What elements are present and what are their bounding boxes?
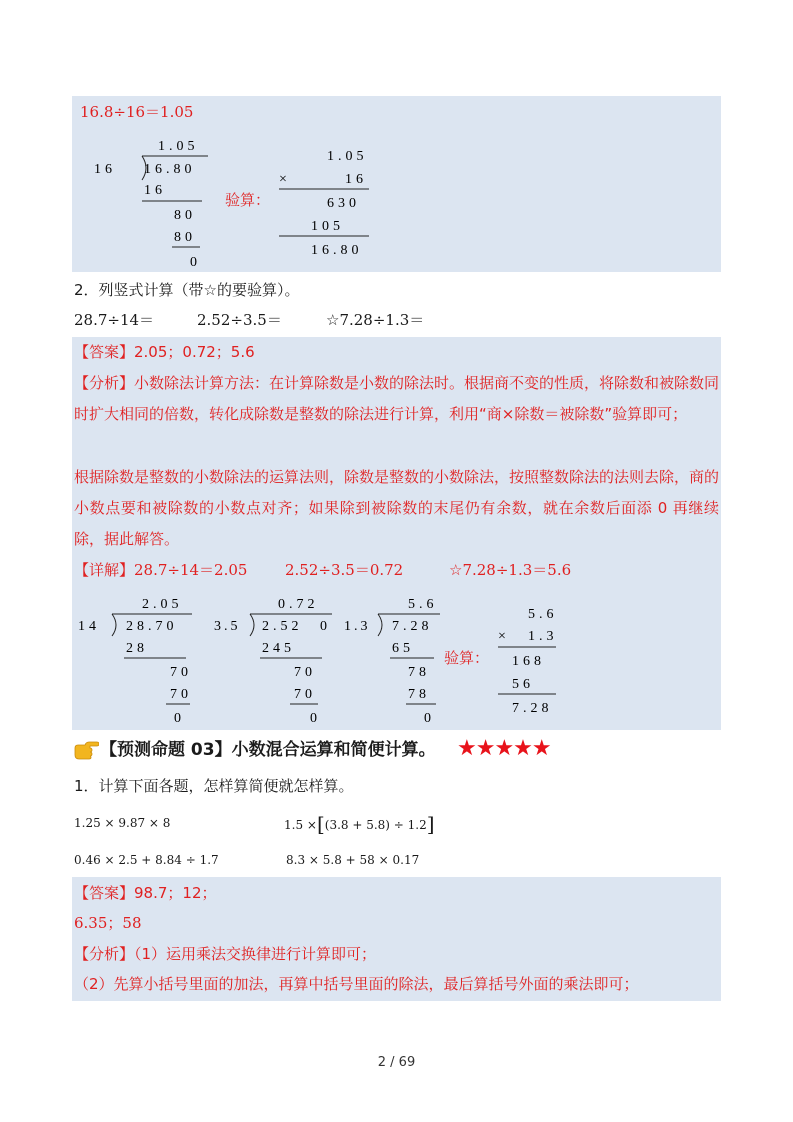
step-1: 28 — [126, 641, 148, 656]
dividend: 7.28 — [392, 619, 433, 634]
step-2: 70 — [170, 665, 192, 680]
quotient: 0.72 — [278, 597, 319, 612]
expression-3: 0.46 × 2.5 + 8.84 ÷ 1.7 — [74, 853, 219, 867]
step-1: 16 — [144, 183, 166, 198]
step-4: 0 — [310, 711, 317, 726]
step-2: 80 — [174, 208, 196, 223]
mult-multiplier: 1.3 — [528, 629, 558, 644]
page-number: 2 / 69 — [377, 1055, 416, 1070]
answer-2: 【答案】2.05；0.72；5.6 — [74, 343, 255, 361]
problem-1: 28.7÷14＝ — [74, 311, 155, 329]
divisor: 1.3 — [344, 619, 371, 634]
multiplication-check-1 — [275, 140, 375, 265]
quotient: 1.05 — [158, 139, 199, 154]
dividend: 2.52 — [262, 619, 303, 634]
partial-2: 105 — [311, 219, 344, 234]
analysis-2-para2: 根据除数是整数的小数除法的运算法则，除数是整数的小数除法，按照整数除法的法则去除，商的小数点要和被除数的小数点对齐；如果除到被除数的末尾仍有余数，就在余数后面添 0 再继续除，据此解答。 — [74, 468, 720, 548]
times-sign: × — [279, 172, 287, 187]
mult-top: 1.05 — [327, 149, 368, 164]
analysis-2-para1: 【分析】小数除法计算方法：在计算除数是小数的除法时。根据商不变的性质，将除数和被除数同时扩大相同的倍数，转化成除数是整数的除法进行计算，利用“商×除数＝被除数”验算即可； — [74, 374, 720, 423]
expression-1: 1.25 × 9.87 × 8 — [74, 816, 171, 830]
step-2: 70 — [294, 665, 316, 680]
analysis-3-line2: （2）先算小括号里面的加法，再算中括号里面的除法，最后算括号外面的乘法即可； — [74, 975, 639, 993]
problem-3: ☆7.28÷1.3＝ — [326, 311, 425, 329]
partial-2: 56 — [512, 677, 534, 692]
detail-2: 2.52÷3.5＝0.72 — [285, 561, 404, 579]
step-2: 78 — [408, 665, 430, 680]
quotient: 5.6 — [408, 597, 438, 612]
check-label-2: 验算： — [444, 649, 490, 667]
expression-2: 1.5 ×[(3.8 + 5.8) ÷ 1.2] — [284, 812, 435, 836]
dividend-pad: 0 — [320, 619, 327, 634]
mult-multiplier: 16 — [345, 172, 367, 187]
step-4: 0 — [174, 711, 181, 726]
mult-result: 7.28 — [512, 701, 553, 716]
mult-result: 16.80 — [311, 243, 363, 258]
expression-2-inner: (3.8 + 5.8) ÷ 1.2 — [324, 818, 427, 832]
step-3: 70 — [294, 687, 316, 702]
step-3: 70 — [170, 687, 192, 702]
problem-2: 2.52÷3.5＝ — [197, 311, 282, 329]
question-2-title: 2．列竖式计算（带☆的要验算）。 — [74, 281, 300, 299]
answer-3-line1: 【答案】98.7；12； — [74, 884, 217, 902]
divisor: 14 — [78, 619, 100, 634]
section-title: 【预测命题 03】小数混合运算和简便计算。 — [100, 740, 436, 760]
example-equation: 16.8÷16＝1.05 — [80, 103, 194, 121]
divisor: 16 — [94, 162, 116, 177]
mult-top: 5.6 — [528, 607, 558, 622]
pointing-hand-icon — [73, 740, 99, 760]
step-4: 0 — [190, 255, 197, 270]
divisor: 3.5 — [214, 619, 241, 634]
expression-4: 8.3 × 5.8 + 58 × 0.17 — [286, 853, 420, 867]
answer-3-line2: 6.35；58 — [74, 914, 142, 932]
detail-label: 【详解】 — [74, 561, 135, 579]
step-4: 0 — [424, 711, 431, 726]
long-division-2c — [344, 592, 444, 728]
dividend: 28.70 — [126, 619, 178, 634]
partial-1: 630 — [327, 196, 360, 211]
step-3: 80 — [174, 230, 196, 245]
dividend: 16.80 — [144, 162, 196, 177]
partial-1: 168 — [512, 654, 545, 669]
quotient: 2.05 — [142, 597, 183, 612]
long-division-2a — [76, 592, 200, 728]
step-1: 65 — [392, 641, 414, 656]
long-division-1 — [80, 130, 220, 270]
analysis-3-line1: 【分析】（1）运用乘法交换律进行计算即可； — [74, 945, 377, 963]
multiplication-check-2 — [494, 598, 564, 722]
question-1-title: 1．计算下面各题，怎样算简便就怎样算。 — [74, 777, 354, 795]
rating-stars: ★★★★★ — [457, 736, 551, 761]
long-division-2b — [214, 592, 338, 728]
detail-3: ☆7.28÷1.3＝5.6 — [449, 561, 572, 579]
step-3: 78 — [408, 687, 430, 702]
check-label-1: 验算： — [225, 191, 271, 209]
detail-1: 28.7÷14＝2.05 — [134, 561, 248, 579]
step-1: 245 — [262, 641, 295, 656]
expression-2-prefix: 1.5 × — [284, 818, 317, 832]
times-sign: × — [498, 629, 506, 644]
